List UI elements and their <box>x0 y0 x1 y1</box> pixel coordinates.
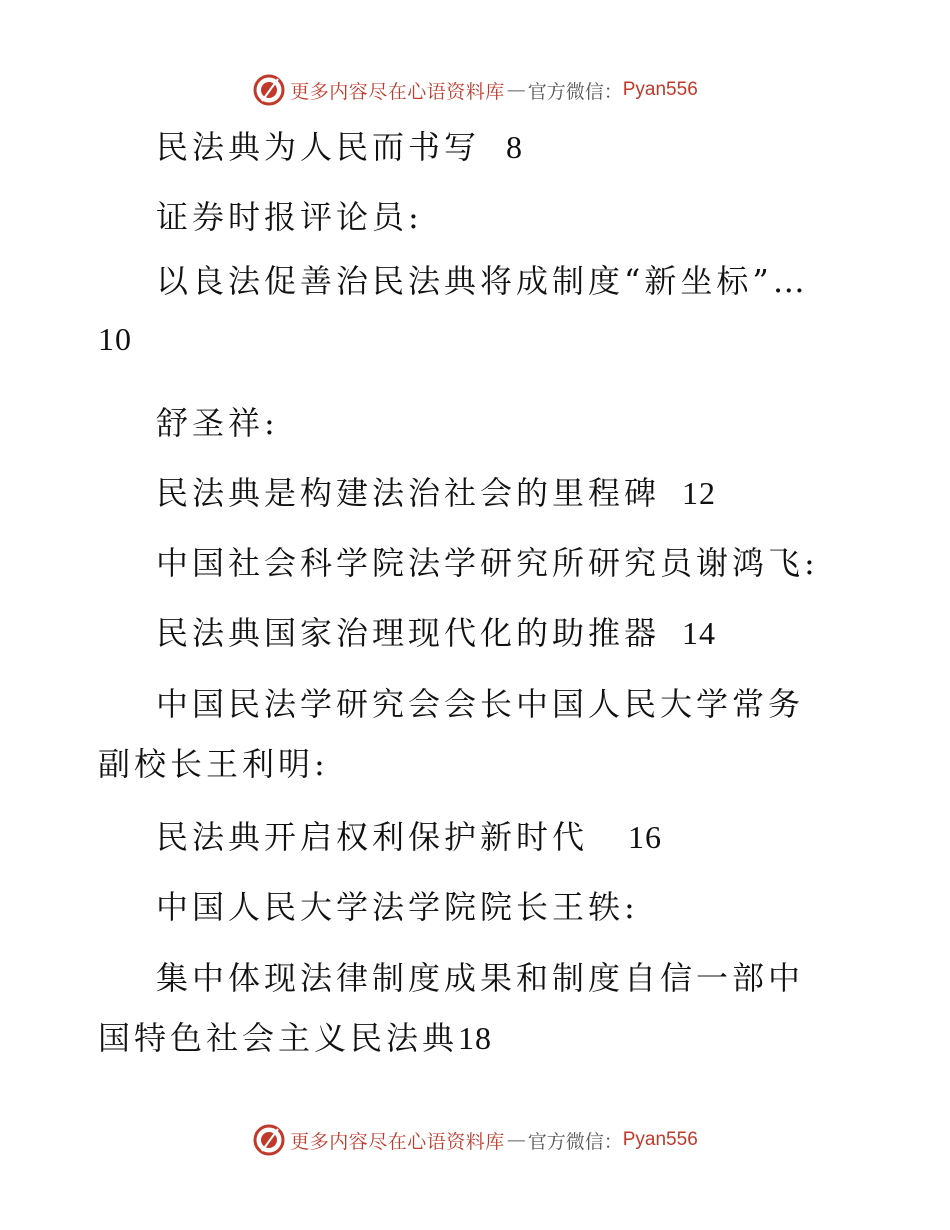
toc-entry-page: 16 <box>628 819 663 855</box>
watermark-separator: — <box>506 1129 526 1151</box>
toc-entry <box>98 948 838 1068</box>
toc-entry-page: 10 <box>98 321 132 357</box>
watermark-wechat-label: 官方微信： <box>527 1130 623 1153</box>
toc-entry-title: 民法典国家治理现代化的助推器 <box>156 614 661 652</box>
toc-author: 中国人民大学法学院院长王轶: <box>156 888 639 926</box>
watermark-wechat-label: 官方微信： <box>527 80 623 103</box>
watermark-separator: — <box>506 79 526 101</box>
toc-entry-page: 18 <box>458 1020 493 1056</box>
toc-entry <box>98 458 838 528</box>
logo-icon <box>252 1123 286 1157</box>
footer-watermark <box>0 1120 950 1160</box>
toc-entry <box>98 802 838 872</box>
watermark-wechat-id: Pyan556 <box>622 1129 698 1150</box>
toc-entry-page: 8 <box>506 129 524 165</box>
logo-icon <box>252 73 286 107</box>
watermark-wechat-id: Pyan556 <box>622 79 698 100</box>
toc-author: 舒圣祥: <box>156 404 279 442</box>
toc-entry-title: 民法典开启权利保护新时代 <box>156 818 589 856</box>
toc-author: 中国社会科学院法学研究所研究员谢鸿飞: <box>156 544 819 582</box>
toc-entry-title: 民法典为人民而书写 <box>156 128 481 166</box>
toc-entry-page: 14 <box>682 615 717 651</box>
toc-entry-title: 以良法促善治民法典将成制度“新坐标”… <box>156 262 809 300</box>
watermark-text: 更多内容尽在心语资料库 <box>290 80 505 103</box>
header-watermark <box>0 70 950 110</box>
toc-entry <box>98 252 838 310</box>
watermark-text: 更多内容尽在心语资料库 <box>290 1130 505 1153</box>
toc-entry <box>98 112 838 182</box>
toc-entry-page: 12 <box>682 475 717 511</box>
toc-author: 中国民法学研究会会长中国人民大学常务副校长王利明: <box>98 685 805 783</box>
toc-entry-title: 集中体现法律制度成果和制度自信一部中国特色社会主义民法典 <box>98 959 805 1057</box>
toc-entry-title: 民法典是构建法治社会的里程碑 <box>156 474 661 512</box>
toc-list <box>98 112 838 1068</box>
toc-entry <box>98 598 838 668</box>
toc-author: 证券时报评论员: <box>156 198 423 236</box>
